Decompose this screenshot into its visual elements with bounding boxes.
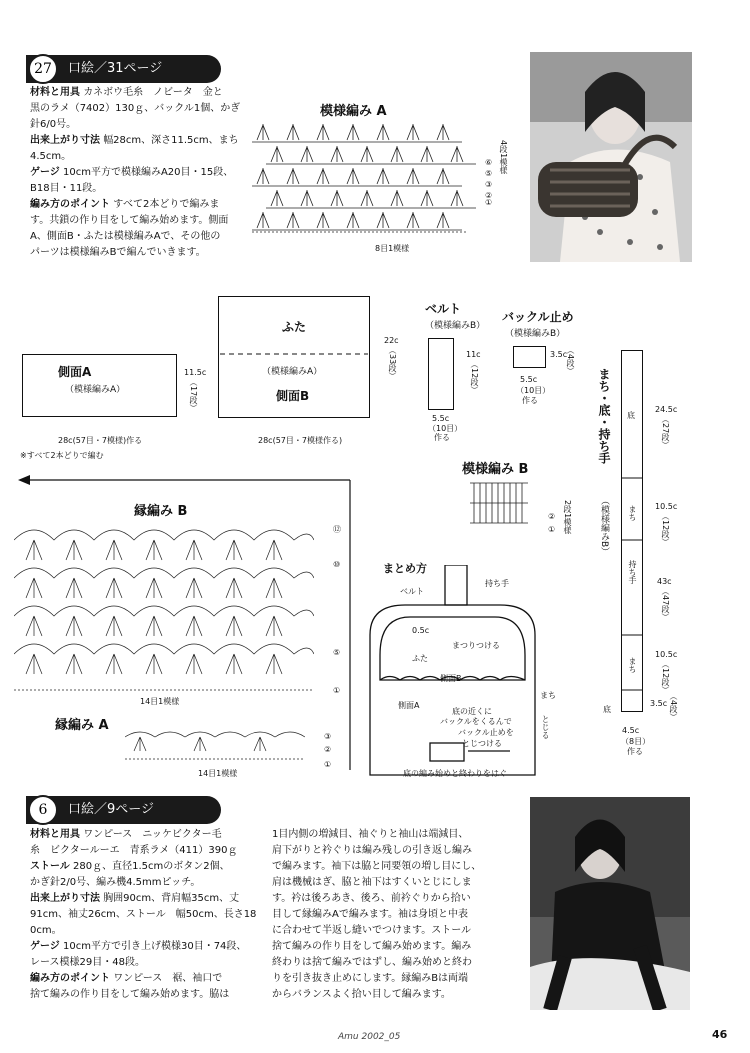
pattern-b-chart xyxy=(468,478,538,538)
lid-sub: （模様編みA） xyxy=(262,367,323,377)
section-27-number: 27 xyxy=(28,54,58,84)
assembly-side-a: 側面A xyxy=(398,701,420,710)
s6-mid-line: 捨て編みの作り目をして編み始めます。編み xyxy=(272,941,472,952)
s6-line: 糸 ビクタールーエ 青系ラメ（411）390ｇ xyxy=(30,845,238,856)
edging-b-row12: ⑫ xyxy=(333,525,341,534)
side-a-sub: （模様編みA） xyxy=(65,385,126,395)
s27-line: 編み方のポイント すべて2本どりで編みま xyxy=(30,199,220,210)
photo-dress-model-drawing xyxy=(530,797,690,1010)
s27-line: A、側面B・ふたは模様編みAで、その他の xyxy=(30,231,221,242)
edging-b-title: 縁編み B xyxy=(134,504,188,519)
pattern-a-repeat: 8目1模様 xyxy=(375,244,410,253)
belt-make: 作る xyxy=(434,433,450,442)
side-a-width: 28c(57目・7模様)作る xyxy=(58,436,143,445)
s6-line: ゲージ 10cm平方で引き上げ模様30目・74段、 xyxy=(30,941,247,952)
edging-b-repeat: 14目1模様 xyxy=(140,697,180,706)
edging-a-row3: ③ xyxy=(324,732,332,741)
edging-a-row1: ① xyxy=(324,760,332,769)
s6-line: 捨て編みの作り目をして編み始めます。脇は xyxy=(30,989,230,1000)
assembly-close: とじる xyxy=(541,715,550,739)
assembly-note-4: とじつける xyxy=(462,739,502,748)
s6-line: 91cm、袖丈26cm、ストール 幅50cm、長さ18 xyxy=(30,909,257,920)
side-a-height: 11.5c xyxy=(184,368,207,377)
section-27-title: 口絵／31ページ xyxy=(68,61,163,76)
strap-part-handle: 持ち手 xyxy=(628,560,637,584)
lid-width: 28c(57目・7模様作る) xyxy=(258,436,343,445)
s6-line: 編み方のポイント ワンピース 裾、袖口で xyxy=(30,973,223,984)
strap-dim-5-rows: （4段） xyxy=(669,692,678,722)
s27-line: 4.5cm。 xyxy=(30,151,72,162)
buckle-width: 5.5c xyxy=(520,375,538,384)
pattern-a-row5: ⑤ xyxy=(485,169,493,178)
edging-b-row5: ⑤ xyxy=(333,648,341,657)
edging-a-title: 縁編み A xyxy=(55,718,109,733)
s6-line: 出来上がり寸法 胸囲90cm、背肩幅35cm、丈 xyxy=(30,893,240,904)
strap-dim-2: 10.5c xyxy=(655,502,678,511)
buckle-width-rows: （10目） xyxy=(516,386,551,395)
s6-line: 0cm。 xyxy=(30,925,62,936)
strap-part-gusset2: まち xyxy=(628,657,637,673)
s6-mid-line: 肩下がりと衿ぐりは編み残しの引き返し編み xyxy=(272,845,472,856)
edging-a-repeat: 14目1模様 xyxy=(198,769,238,778)
assembly-note-3: バックル止めを xyxy=(458,728,514,737)
s6-line: ストール 280ｇ、直径1.5cmのボタン2個、 xyxy=(30,861,230,872)
assembly-bottom-note: 底の編み始めと終わりをはぐ xyxy=(403,769,507,778)
s6-mid-line: 終わりは捨て編みではずし、編み始めと終わ xyxy=(272,957,472,968)
strap-dim-2-rows: （12段） xyxy=(661,512,670,547)
strap-dim-4-rows: （12段） xyxy=(661,660,670,695)
s27-line: 出来上がり寸法 幅28cm、深さ11.5cm、まち xyxy=(30,135,239,146)
lid-height-rows: （33段） xyxy=(388,346,397,381)
strap-dim-3: 43c xyxy=(657,577,672,586)
section-27-header xyxy=(26,55,221,83)
strap-width: 4.5c xyxy=(622,726,640,735)
assembly-title: まとめ方 xyxy=(383,562,427,575)
edging-b-row1: ① xyxy=(333,686,341,695)
assembly-belt: ベルト xyxy=(400,587,424,596)
s27-line: 針6/0号。 xyxy=(30,119,77,130)
strap-dim-1-rows: （27段） xyxy=(661,415,670,450)
assembly-lid: ふた xyxy=(412,654,428,663)
strap-part-gusset: まち xyxy=(628,505,637,521)
section-6-left-text xyxy=(30,827,265,1003)
pattern-a-row3: ③ xyxy=(485,180,493,189)
section-27-text xyxy=(30,85,260,261)
pattern-b-row1: ① xyxy=(548,525,556,534)
strap-part-base2: 底 xyxy=(603,705,611,714)
lid-title: ふた xyxy=(282,320,307,334)
s6-line: 材料と用具 ワンピース ニッケビクター毛 xyxy=(30,829,222,840)
footer-magazine: Amu 2002_05 xyxy=(338,1032,401,1042)
s6-mid-line: 1目内側の増減目、袖ぐりと袖山は端減目、 xyxy=(272,829,469,840)
s27-line: B18目・11段。 xyxy=(30,183,103,194)
assembly-gusset: まち xyxy=(540,691,556,700)
side-a-height-rows: （17段） xyxy=(189,378,198,413)
pattern-a-row6: ⑥ xyxy=(485,158,493,167)
belt-height: 11c xyxy=(466,350,481,359)
s27-line: 黒のラメ（7402）130ｇ、バックル1個、かぎ xyxy=(30,103,241,114)
s6-mid-line: からバランスよく拾い目して編みます。 xyxy=(272,989,451,1000)
pattern-b-row2: ② xyxy=(548,512,556,521)
strap-part-base: 底 xyxy=(627,411,635,420)
belt-panel xyxy=(428,338,454,410)
strap-dim-5: 3.5c xyxy=(650,699,668,708)
buckle-panel xyxy=(513,346,546,368)
section-6-header xyxy=(26,796,221,824)
s27-line: 材料と用具 カネボウ毛糸 ノビータ 金と xyxy=(30,87,223,98)
pattern-a-rows: 4段1模様 xyxy=(499,140,508,175)
pattern-b-rows: 2段1模様 xyxy=(563,500,572,535)
section-6-title: 口絵／9ページ xyxy=(68,802,155,817)
strap-make: 作る xyxy=(627,747,643,756)
buckle-sub: （模様編みB） xyxy=(505,329,566,339)
section-6-mid-text xyxy=(272,827,497,1003)
lid-height: 22c xyxy=(384,336,399,345)
strap-sub: （模様編みB） xyxy=(599,496,609,557)
pattern-b-title: 模様編み B xyxy=(462,462,529,477)
edging-b-chart xyxy=(14,520,314,700)
strap-dim-3-rows: （47段） xyxy=(661,587,670,622)
photo-bag-model-drawing xyxy=(530,52,692,262)
pattern-a-chart xyxy=(252,120,482,245)
s27-line: パーツは模様編みBで編んでいきます。 xyxy=(30,247,206,258)
buckle-title: バックル止め xyxy=(502,310,574,324)
footer-page-number: 46 xyxy=(712,1028,728,1041)
lid-fold-line xyxy=(218,352,370,356)
buckle-height: 3.5c xyxy=(550,350,568,359)
buckle-make: 作る xyxy=(522,396,538,405)
strap-title: まち・底・持ち手 xyxy=(597,368,611,464)
photo-dress-model xyxy=(530,797,690,1010)
pattern-a-row2: ② xyxy=(485,191,493,200)
s6-line: かぎ針2/0号、編み機4.5mmピッチ。 xyxy=(30,877,201,888)
belt-width-rows: （10目） xyxy=(428,424,463,433)
strap-dim-1: 24.5c xyxy=(655,405,678,414)
s27-line: す。共鎖の作り目をして編み始めます。側面 xyxy=(30,215,229,226)
s6-mid-line: す。衿は後ろあき、後ろ、前衿ぐりから拾い xyxy=(272,893,471,904)
pattern-a-row1: ① xyxy=(485,198,493,207)
s6-mid-line: で編みます。袖下は脇と同要領の増し目にし、 xyxy=(272,861,482,872)
assembly-note-2: バックルをくるんで xyxy=(440,717,512,726)
edging-a-row2: ② xyxy=(324,745,332,754)
note-two-strands: ※すべて2本どりで編む xyxy=(20,451,104,460)
assembly-gap: 0.5c xyxy=(412,626,430,635)
strap-width-rows: （8目） xyxy=(621,737,651,746)
assembly-note-1: 底の近くに xyxy=(452,707,492,716)
edging-a-chart xyxy=(125,727,305,767)
buckle-height-rows: （4段） xyxy=(566,346,575,376)
side-b-title: 側面B xyxy=(276,389,310,403)
s6-line: レース模様29目・48段。 xyxy=(30,957,145,968)
s27-line: ゲージ 10cm平方で模様編みA20目・15段、 xyxy=(30,167,234,178)
belt-width: 5.5c xyxy=(432,414,450,423)
photo-bag-model xyxy=(530,52,692,262)
assembly-handle: 持ち手 xyxy=(485,579,509,588)
section-6-number: 6 xyxy=(28,795,58,825)
edging-b-row10: ⑩ xyxy=(333,560,341,569)
assembly-side-b: 側面B xyxy=(440,674,462,683)
belt-sub: （模様編みB） xyxy=(425,321,486,331)
assembly-sew: まつりつける xyxy=(452,641,500,650)
s6-mid-line: りを引き抜き止めにします。縁編みBは両端 xyxy=(272,973,469,984)
s6-mid-line: に合わせて半返し縫いでつけます。ストール xyxy=(272,925,471,936)
pattern-a-title: 模様編み A xyxy=(320,104,387,119)
belt-height-rows: （12段） xyxy=(470,360,479,395)
strap-dim-4: 10.5c xyxy=(655,650,678,659)
s6-mid-line: 目して縁編みAで編みます。袖は身頃と中表 xyxy=(272,909,469,920)
belt-title: ベルト xyxy=(425,302,462,316)
side-a-title: 側面A xyxy=(58,365,92,379)
s6-mid-line: 肩は機械はぎ、脇と袖下はすくいとじにしま xyxy=(272,877,472,888)
